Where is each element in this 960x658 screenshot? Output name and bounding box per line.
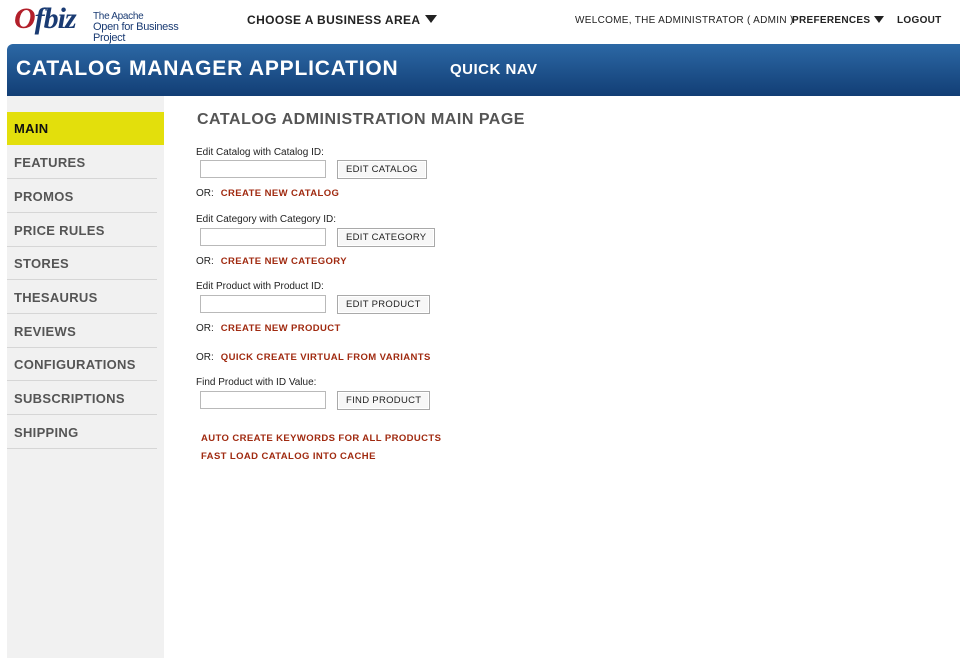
chevron-down-icon: [425, 15, 437, 23]
chevron-down-icon: [874, 16, 884, 23]
or-quick-create-virtual: OR: QUICK CREATE VIRTUAL FROM VARIANTS: [196, 352, 431, 363]
quick-nav-link[interactable]: QUICK NAV: [450, 61, 538, 78]
sidebar: [7, 96, 164, 658]
product-id-input[interactable]: [200, 295, 326, 313]
category-id-label: Edit Category with Category ID:: [196, 214, 337, 225]
find-product-label: Find Product with ID Value:: [196, 377, 317, 388]
create-new-product-link[interactable]: CREATE NEW PRODUCT: [220, 323, 341, 334]
create-new-catalog-link[interactable]: CREATE NEW CATALOG: [220, 188, 340, 199]
catalog-id-label: Edit Catalog with Catalog ID:: [196, 147, 324, 158]
or-create-catalog: OR: CREATE NEW CATALOG: [196, 188, 340, 199]
preferences-menu[interactable]: PREFERENCES: [792, 15, 884, 26]
edit-product-button[interactable]: EDIT PRODUCT: [337, 295, 430, 314]
ofbiz-logo[interactable]: [10, 2, 200, 44]
welcome-text: WELCOME, THE ADMINISTRATOR ( ADMIN ): [575, 15, 794, 26]
sidebar-item-shipping[interactable]: SHIPPING: [7, 416, 157, 449]
sidebar-item-promos[interactable]: PROMOS: [7, 180, 157, 213]
page-title: CATALOG ADMINISTRATION MAIN PAGE: [197, 111, 525, 128]
sidebar-item-reviews[interactable]: REVIEWS: [7, 315, 157, 348]
logo-wordmark: Ofbiz: [14, 2, 76, 35]
category-id-input[interactable]: [200, 228, 326, 246]
logout-link[interactable]: LOGOUT: [897, 15, 942, 26]
create-new-category-link[interactable]: CREATE NEW CATEGORY: [220, 256, 347, 267]
find-product-input[interactable]: [200, 391, 326, 409]
find-product-button[interactable]: FIND PRODUCT: [337, 391, 430, 410]
sidebar-item-thesaurus[interactable]: THESAURUS: [7, 281, 157, 314]
sidebar-item-price-rules[interactable]: PRICE RULES: [7, 214, 157, 247]
product-id-label: Edit Product with Product ID:: [196, 281, 324, 292]
sidebar-item-subscriptions[interactable]: SUBSCRIPTIONS: [7, 382, 157, 415]
quick-create-virtual-link[interactable]: QUICK CREATE VIRTUAL FROM VARIANTS: [220, 352, 431, 363]
or-create-product: OR: CREATE NEW PRODUCT: [196, 323, 341, 334]
sidebar-item-features[interactable]: FEATURES: [7, 146, 157, 179]
main-content: [164, 96, 960, 658]
sidebar-item-configurations[interactable]: CONFIGURATIONS: [7, 348, 157, 381]
top-bar: [0, 0, 960, 44]
business-area-menu[interactable]: CHOOSE A BUSINESS AREA: [247, 13, 437, 27]
auto-create-keywords-link[interactable]: AUTO CREATE KEYWORDS FOR ALL PRODUCTS: [201, 433, 442, 444]
catalog-id-input[interactable]: [200, 160, 326, 178]
fast-load-catalog-link[interactable]: FAST LOAD CATALOG INTO CACHE: [201, 451, 376, 462]
edit-category-button[interactable]: EDIT CATEGORY: [337, 228, 435, 247]
logo-tagline: The Apache Open for Business Project: [93, 11, 179, 44]
sidebar-item-main[interactable]: MAIN: [7, 112, 167, 145]
sidebar-item-stores[interactable]: STORES: [7, 247, 157, 280]
app-header: [7, 44, 960, 96]
or-create-category: OR: CREATE NEW CATEGORY: [196, 256, 347, 267]
app-title: CATALOG MANAGER APPLICATION: [16, 57, 399, 80]
edit-catalog-button[interactable]: EDIT CATALOG: [337, 160, 427, 179]
